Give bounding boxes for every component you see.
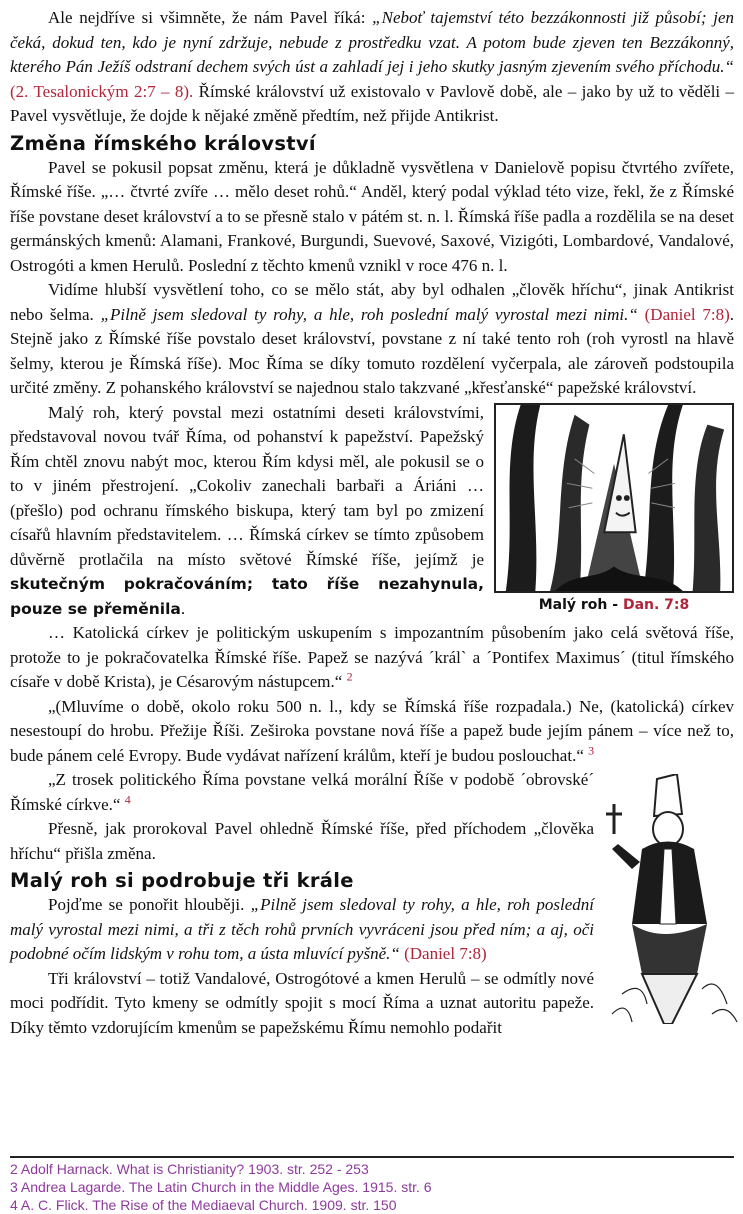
text: . Stejně jako z Římské říše povstalo deset království, povstane z ní také tento roh (roh vyrostl na hlavě šelmy, kterou je Římská říše). Moc Říma se díky tomuto rozdělení vyčerpala, ale zároveň podstoupila určité změny. Z pohanského království se najednou stalo takzvané „křesťanské“ papežské království. [10,304,735,397]
paragraph: Pavel se pokusil popsat změnu, která je důkladně vysvětlena v Danielově popisu čtvrtého zvířete, Římské říše. „… čtvrté zvíře … mělo deset rohů.“ Anděl, který podal výklad této vize, řekl, že z Římské říše povstane deset království a to se přesně stalo v pátém st. n. l. Římská říše padla a rozdělila se na deset germánských kmenů: Alamani, Frankové, Burgundi, Suevové, Saxové, Vizigóti, Lombardové, Vandalové, Ostrogóti a kmen Herulů. Poslední z těchto kmenů vznikl v roce 476 n. l. [10,157,734,275]
bible-quote: „Neboť tajemství této bezzákonnosti již působí; jen čeká, dokud ten, kdo je nyní zdržuje, nebude z prostředku vzat. A potom bude zjeven ten Bezzákonný, kterého Pán Ježíš odstraní dechem svých úst a zahladí jej i jeho skutky jasným zjevením svého příchodu.“ [10,8,735,76]
text: Ale nejdříve si všimněte, že nám Pavel říká: [48,8,373,27]
footnote: 3 Andrea Lagarde. The Latin Church in the Middle Ages. 1915. str. 6 [10,1179,432,1195]
pope-on-horn-illustration-icon [602,774,742,1024]
footnote-marker: 3 [588,742,595,757]
footnote: 4 A. C. Flick. The Rise of the Mediaeval Church. 1909. str. 150 [10,1197,397,1213]
emphasis: skutečným pokračováním; tato říše nezahynula, pouze se přeměnila [10,575,484,618]
paragraph: Pojďme se ponořit hlouběji. „Pilně jsem sledoval ty rohy, a hle, roh poslední malý vyrostal mezi nimi, a tři z těch rohů prvních vyvráceni jsou před ním; a aj, oči podobné očím lidským v rohu tom, a ústa mluvící pyšně.“ (Daniel 7:8) [10,895,594,963]
paragraph: „Z trosek politického Říma povstane velká morální Říše v podobě ´obrovské´ Římské církve.“ $^4$ [10,770,594,814]
text: Malý roh, který povstal mezi ostatními deseti královstvími, představoval novou tvář Říma, od pohanství k papežství. Papežský Řím chtěl znovu nabýt moc, kterou Řím kdysi měl, ale pokusil se o to v jiném přestrojení. „Cokoliv zanechali barbaři a Áriáni … (přešlo) pod ochranu římského biskupa, který tam byl po zmizení císařů hlavním představitelem. … Římská církev se tímto způsobem důvěrně protlačila na místo světové Římské říše, jejímž je [10,402,484,569]
bible-reference: Dan. 7:8 [622,596,690,613]
bible-reference: (Daniel 7:8) [404,944,487,963]
horns-illustration-icon [494,403,734,593]
paragraph: Tři království – totiž Vandalové, Ostrogótové a kmen Herulů – se odmítly nové moci podřídit. Tyto kmeny se odmítly spojit s mocí Říma a uznat autoritu papeže. Díky těmto vzdorujícím kmenům se papežskému Římu nemohlo podařit [10,968,594,1037]
footnotes [10,1156,734,1214]
figure-caption: Malý roh - Dan. 7:8 [538,596,690,613]
footnote-marker: 4 [124,791,131,806]
paragraph-intro [10,6,734,129]
paragraph: … Katolická církev je politickým uskupením s impozantním působením jako celá světová říše, protože to je pokračovatelka Římské říše. Papež se nazývá ´král` a ´Pontifex Maximus´ (titul římského císaře v době Krista), je Césarovým nástupcem.“ $^2$ [10,623,734,691]
paragraph [10,278,734,401]
bible-reference: (2. Tesalonickým 2:7 – 8). [10,81,194,101]
section-heading: Malý roh si podrobuje tři krále [10,869,354,892]
text: Římské království už existovalo v Pavlově době, ale – jako by už to věděli – Pavel vysvětluje, že dojde k nějaké změně předtím, než přijde Antikrist. [10,81,734,125]
paragraph: „(Mluvíme o době, okolo roku 500 n. l., kdy se Římská říše rozpadala.) Ne, (katolická) církev nesestoupí do hrobu. Přežije Říši. Zeširoka povstane nová říše a papež bude jejím pánem – více než to, bude pánem celé Evropy. Bude vydávat nařízení králům, kteří je budou poslouchat.“ $^3$ [10,696,734,765]
article [10,6,734,1040]
text: Vidíme hlubší vysvětlení toho, co se mělo stát, aby byl odhalen „člověk hříchu“, jinak Antikrist nebo šelma. [10,280,734,324]
bible-quote: „Pilně jsem sledoval ty rohy, a hle, roh poslední malý vyrostal mezi nimi.“ [100,304,638,324]
footnote-marker: 2 [346,669,353,684]
footnote: 2 Adolf Harnack. What is Christianity? 1903. str. 252 - 253 [10,1161,369,1177]
paragraph: Malý roh, který povstal mezi ostatními deseti královstvími, představoval novou tvář Říma, od pohanství k papežství. Papežský Řím chtěl znovu nabýt moc, kterou Řím kdysi měl, ale pokusil se o to v jiném přestrojení. „Cokoliv zanechali barbaři a Áriáni … (přešlo) pod ochranu římského biskupa, který tam byl po zmizení císařů hlavním představitelem. … Římská církev se tímto způsobem důvěrně protlačila na místo světové Římské říše, jejímž je skutečným pokračováním; tato říše nezahynula, pouze se přeměnila. [10,402,484,618]
bible-quote: „Pilně jsem sledoval ty rohy, a hle, roh poslední malý vyrostal mezi nimi, a tři z těch rohů prvních vyvráceni jsou před ním; a aj, oči podobné očím lidským v rohu tom, a ústa mluvící pyšně.“ [10,895,594,963]
paragraph: Přesně, jak prorokoval Pavel ohledně Římské říše, před příchodem „člověka hříchu“ přišla změna. [10,819,594,863]
figure-little-horn [494,403,734,613]
bible-reference: (Daniel 7:8) [644,304,730,324]
section-heading: Změna římského království [10,131,316,155]
